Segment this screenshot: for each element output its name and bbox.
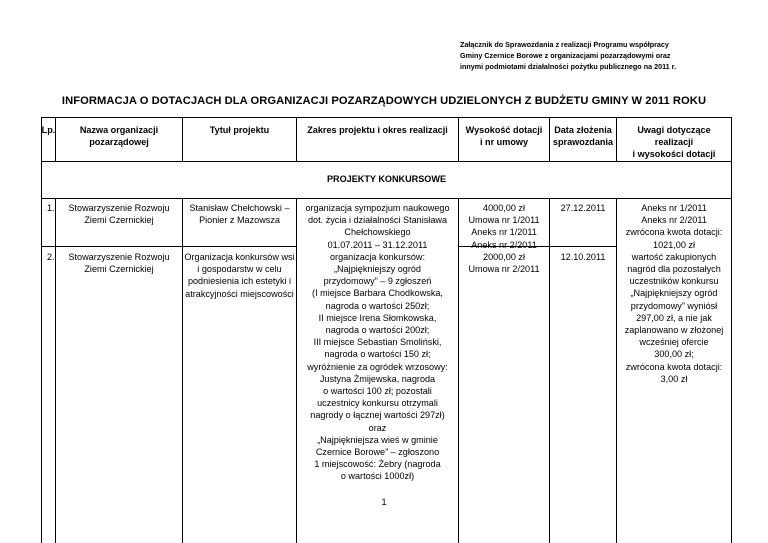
- table-header-divider: [41, 161, 732, 162]
- row-report-date: 12.10.2011: [560, 252, 606, 262]
- row-lp: 2.: [47, 252, 55, 262]
- row-divider: [55, 246, 296, 247]
- section-label: PROJEKTY KONKURSOWE: [326, 174, 447, 184]
- page-number: 1: [381, 497, 387, 508]
- attachment-note-line: innymi podmiotami działalności pożytku publicznego na 2011 r.: [460, 62, 677, 71]
- column-divider: [549, 198, 550, 543]
- amount-text: 4000,00 zł Umowa nr 1/2011 Aneks nr 1/2011 Aneks nr 2/2011 2000,00 zł Umowa nr 2/2011: [468, 203, 540, 275]
- attachment-note: [460, 39, 740, 72]
- header-lp: Lp.: [41, 125, 56, 135]
- table-section-divider: [41, 198, 732, 199]
- row-organization: Stowarzyszenie Rozwoju Ziemi Czernickiej: [68, 203, 170, 226]
- header-notes: Uwagi dotyczące realizacji i wysokości dotacji: [632, 125, 716, 160]
- header-amount: Wysokość dotacji i nr umowy: [465, 125, 543, 148]
- attachment-note-line: Załącznik do Sprawozdania z realizacji Programu współpracy: [460, 40, 669, 49]
- row-lp: 1.: [47, 203, 55, 213]
- attachment-note-line: Gminy Czernice Borowe z organizacjami pozarządowymi oraz: [460, 51, 671, 60]
- row-project-title: Organizacja konkursów wsi i gospodarstw w celu podniesienia ich estetyki i atrakcyjności miejscowości: [184, 252, 295, 299]
- scope-text: organizacja sympozjum naukowego dot. życia i działalności Stanisława Chełchowskiego 01.07.2011 – 31.12.2011 organizacja konkursów: „Najpiękniejszy ogród przydomowy” – 9 zgłoszeń (I miejsce Barbara Chodkowska, nagroda o wartości 250zł; II miejsce Irena Słomkowska, nagroda o wartości 200zł; III miejsce Sebastian Smoliński, nagroda o wartości 150 zł; wyróżnienie za ogródek wrzosowy: Justyna Żmijewska, nagroda o wartości 100 zł; pozostali uczestnicy konkursu otrzymali nagrody o łącznej wartości 297zł) oraz „Najpiękniejsza wieś w gminie Czernice Borowe” – zgłoszono 1 miejscowość: Żebry (nagroda o wartości 1000zł): [305, 203, 450, 482]
- column-divider: [182, 198, 183, 543]
- notes-text: Aneks nr 1/2011 Aneks nr 2/2011 zwrócona kwota dotacji: 1021,00 zł wartość zakupionych nagród dla pozostałych uczestników konkursu „Najpiękniejszy ogród przydomowy” wyniósł 297,00 zł, a nie jak zaplanowano w złożonej wcześniej ofercie 300,00 zł; zwrócona kwota dotacji: 3,00 zł: [624, 203, 724, 384]
- row-project-title: Stanisław Chełchowski – Pionier z Mazowsza: [189, 203, 290, 226]
- header-organization: Nazwa organizacji pozarządowej: [79, 125, 159, 148]
- header-report-date: Data złożenia sprawozdania: [552, 125, 614, 148]
- row-report-date: 27.12.2011: [560, 203, 606, 213]
- column-divider: [55, 198, 56, 543]
- header-project-title: Tytuł projektu: [209, 125, 270, 135]
- table-border-top: [41, 117, 732, 118]
- document-title: INFORMACJA O DOTACJACH DLA ORGANIZACJI POZARZĄDOWYCH UDZIELONYCH Z BUDŻETU GMINY W 2011 ROKU: [61, 95, 707, 107]
- header-scope: Zakres projektu i okres realizacji: [307, 125, 448, 135]
- row-organization: Stowarzyszenie Rozwoju Ziemi Czernickiej: [68, 252, 170, 275]
